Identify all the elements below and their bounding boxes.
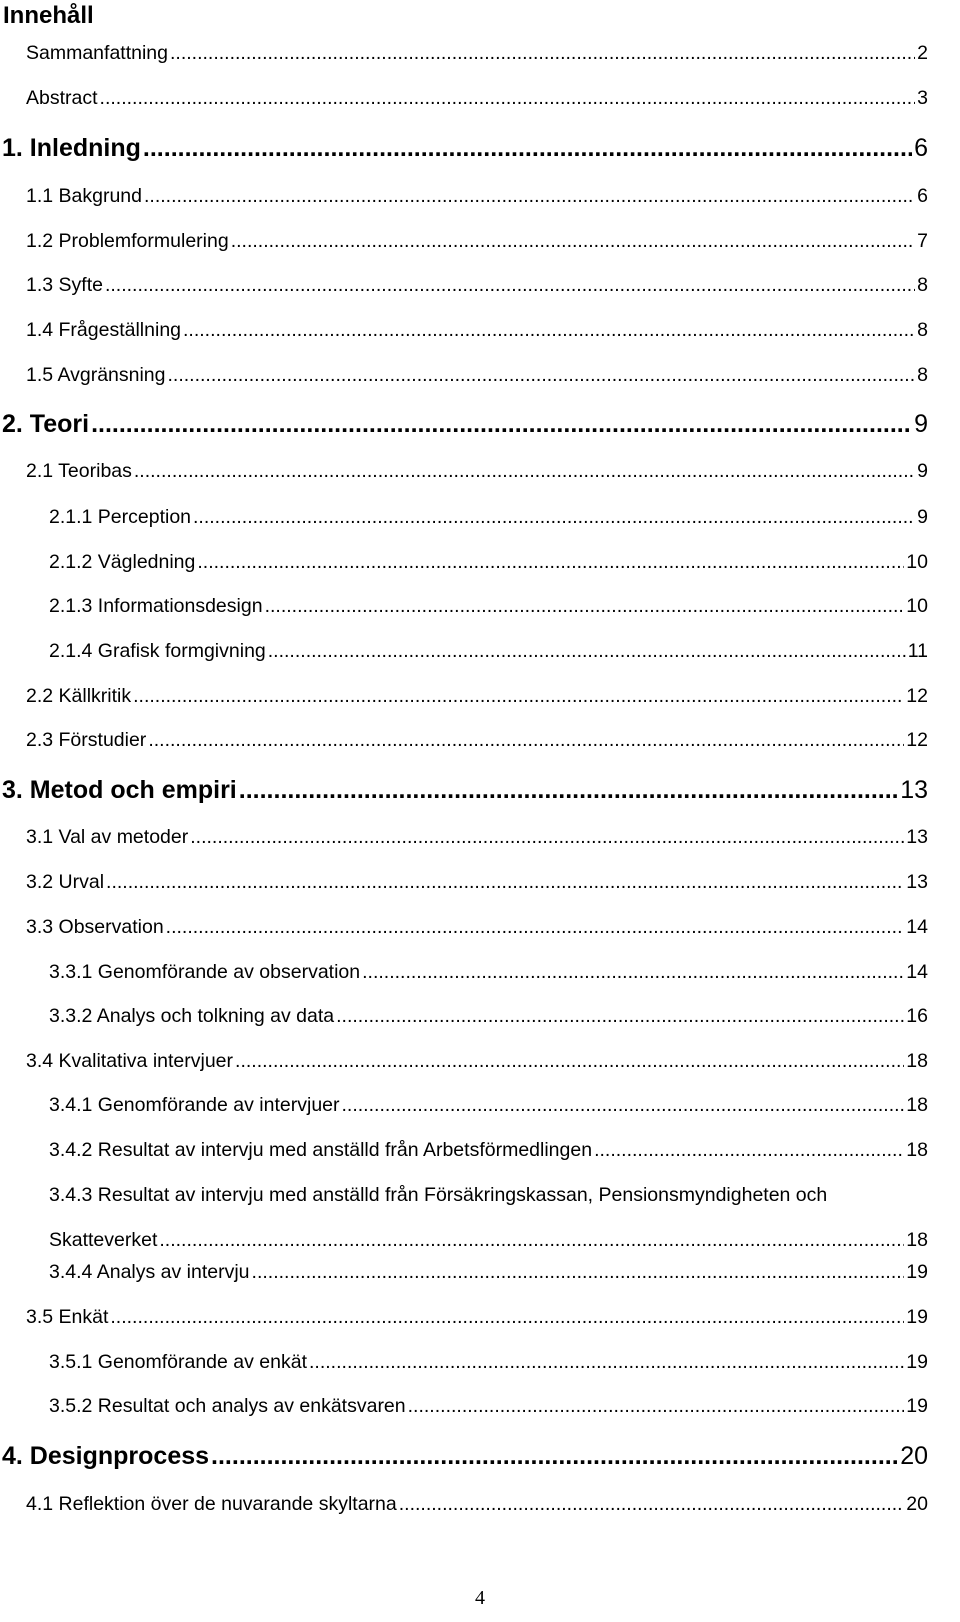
toc-page-number: 14 <box>906 961 928 983</box>
toc-leader-dots <box>100 86 916 110</box>
toc-entry[interactable] <box>26 184 928 208</box>
toc-leader-dots <box>362 960 904 984</box>
toc-entry[interactable] <box>49 1228 928 1252</box>
toc-entry-label: 3.3 Observation <box>26 916 164 938</box>
toc-page-number: 18 <box>906 1229 928 1251</box>
toc-entry[interactable] <box>26 273 928 297</box>
toc-leader-dots <box>342 1093 905 1117</box>
toc-entry[interactable] <box>26 825 928 849</box>
toc-entry[interactable] <box>26 86 928 110</box>
toc-leader-dots <box>231 229 915 253</box>
toc-leader-dots <box>110 1305 904 1329</box>
toc-page-number: 8 <box>917 319 928 341</box>
toc-entry[interactable] <box>2 409 928 439</box>
toc-page-number: 2 <box>917 42 928 64</box>
toc-entry-label: 1.5 Avgränsning <box>26 364 166 386</box>
toc-page-number: 18 <box>906 1050 928 1072</box>
toc-page-number: 10 <box>906 595 928 617</box>
toc-entry-label: 2.1.4 Grafisk formgivning <box>49 640 266 662</box>
toc-entry-label: 1.3 Syfte <box>26 274 103 296</box>
toc-entry[interactable] <box>49 550 928 574</box>
toc-leader-dots <box>134 459 915 483</box>
toc-entry[interactable] <box>2 1441 928 1471</box>
toc-page-number: 11 <box>907 640 928 662</box>
toc-entry[interactable] <box>26 1492 928 1516</box>
toc-leader-dots <box>144 184 915 208</box>
toc-leader-dots <box>265 594 905 618</box>
toc-page-number: 18 <box>906 1094 928 1116</box>
toc-page-number: 13 <box>906 826 928 848</box>
toc-page-number: 19 <box>906 1261 928 1283</box>
toc-leader-dots <box>211 1441 898 1471</box>
toc-page-number: 19 <box>906 1306 928 1328</box>
toc-entry-label: 3.5.2 Resultat och analys av enkätsvaren <box>49 1395 406 1417</box>
toc-entry[interactable] <box>49 1350 928 1374</box>
toc-entry-label: 3.2 Urval <box>26 871 105 893</box>
toc-leader-dots <box>148 728 904 752</box>
toc-leader-dots <box>190 825 904 849</box>
toc-leader-dots <box>268 639 906 663</box>
toc-entry-label: 1.2 Problemformulering <box>26 230 229 252</box>
toc-leader-dots <box>594 1138 904 1162</box>
toc-leader-dots <box>143 133 912 163</box>
toc-entry-label: Skatteverket <box>49 1229 158 1251</box>
toc-entry-label: 3.4.4 Analys av intervju <box>49 1261 250 1283</box>
toc-entry[interactable] <box>26 363 928 387</box>
toc-page-number: 12 <box>906 685 928 707</box>
toc-leader-dots <box>235 1049 904 1073</box>
toc-page-number: 18 <box>906 1139 928 1161</box>
toc-entry-label: 1.4 Frågeställning <box>26 319 182 341</box>
toc-entry[interactable] <box>49 505 928 529</box>
toc-entry[interactable] <box>26 915 928 939</box>
toc-entry[interactable] <box>26 870 928 894</box>
toc-leader-dots <box>408 1394 905 1418</box>
toc-entry[interactable] <box>26 229 928 253</box>
toc-entry[interactable] <box>26 318 928 342</box>
toc-leader-dots <box>239 775 898 805</box>
toc-heading: Innehåll <box>3 2 94 29</box>
toc-page-number: 13 <box>906 871 928 893</box>
toc-page-number: 9 <box>917 506 928 528</box>
toc-entry-label: 3.4.1 Genomförande av intervjuer <box>49 1094 340 1116</box>
toc-leader-dots <box>168 363 916 387</box>
toc-entry[interactable] <box>2 133 928 163</box>
toc-entry-label: 3.4.2 Resultat av intervju med anställd från Arbetsförmedlingen <box>49 1139 593 1161</box>
toc-entry-label: Sammanfattning <box>26 42 168 64</box>
toc-page-number: 6 <box>914 134 928 162</box>
toc-leader-dots <box>133 684 904 708</box>
toc-entry-label: 1. Inledning <box>2 134 141 162</box>
toc-page-number: 6 <box>917 185 928 207</box>
toc-leader-dots <box>193 505 915 529</box>
toc-entry-label: 4. Designprocess <box>2 1442 210 1470</box>
toc-entry-label: 4.1 Reflektion över de nuvarande skyltarna <box>26 1493 397 1515</box>
toc-leader-dots <box>309 1350 904 1374</box>
toc-entry[interactable] <box>49 1260 928 1284</box>
toc-entry[interactable] <box>26 459 928 483</box>
toc-leader-dots <box>105 273 915 297</box>
toc-entry-label: 2.1 Teoribas <box>26 460 132 482</box>
toc-entry-label: 2. Teori <box>2 410 90 438</box>
toc-leader-dots <box>197 550 904 574</box>
toc-page-number: 20 <box>906 1493 928 1515</box>
toc-entry-label: 2.2 Källkritik <box>26 685 132 707</box>
toc-leader-dots <box>166 915 905 939</box>
toc-entry-label: 3.4 Kvalitativa intervjuer <box>26 1050 234 1072</box>
toc-page-number: 13 <box>900 776 928 804</box>
page-number: 4 <box>475 1587 485 1609</box>
toc-page-number: 19 <box>906 1351 928 1373</box>
toc-entry[interactable] <box>26 41 928 65</box>
toc-entry-label: 3.3.2 Analys och tolkning av data <box>49 1005 335 1027</box>
toc-entry[interactable] <box>49 960 928 984</box>
toc-leader-dots <box>252 1260 905 1284</box>
toc-page-number: 9 <box>917 460 928 482</box>
toc-entry-label: 3.1 Val av metoder <box>26 826 189 848</box>
toc-leader-dots <box>399 1492 905 1516</box>
toc-page-number: 3 <box>917 87 928 109</box>
toc-entry[interactable] <box>26 728 928 752</box>
toc-entry[interactable] <box>49 639 928 663</box>
toc-page-number: 19 <box>906 1395 928 1417</box>
toc-entry[interactable] <box>26 684 928 708</box>
toc-entry[interactable] <box>49 594 928 618</box>
toc-entry-label: 2.1.1 Perception <box>49 506 192 528</box>
toc-leader-dots <box>106 870 904 894</box>
toc-entry[interactable] <box>49 1093 928 1117</box>
toc-leader-dots <box>91 409 912 439</box>
toc-entry-label-line1[interactable]: 3.4.3 Resultat av intervju med anställd från Försäkringskassan, Pensionsmyndigheten och <box>49 1184 828 1206</box>
toc-entry[interactable] <box>26 1305 928 1329</box>
toc-leader-dots <box>336 1004 904 1028</box>
toc-entry-label: 3.5 Enkät <box>26 1306 109 1328</box>
toc-entry-label: 3. Metod och empiri <box>2 776 237 804</box>
toc-entry[interactable] <box>26 1049 928 1073</box>
toc-entry-label: 3.5.1 Genomförande av enkät <box>49 1351 308 1373</box>
toc-page-number: 20 <box>900 1442 928 1470</box>
toc-page-number: 9 <box>914 410 928 438</box>
toc-entry[interactable] <box>49 1394 928 1418</box>
toc-page-number: 8 <box>917 274 928 296</box>
toc-page-number: 16 <box>906 1005 928 1027</box>
toc-entry-label: 2.1.2 Vägledning <box>49 551 196 573</box>
toc-page-number: 10 <box>906 551 928 573</box>
toc-entry-label: 2.1.3 Informationsdesign <box>49 595 263 617</box>
toc-page-number: 7 <box>917 230 928 252</box>
toc-entry-label: 2.3 Förstudier <box>26 729 147 751</box>
toc-page-number: 8 <box>917 364 928 386</box>
toc-entry[interactable] <box>49 1138 928 1162</box>
toc-page-number: 14 <box>906 916 928 938</box>
toc-leader-dots <box>170 41 915 65</box>
toc-leader-dots <box>183 318 915 342</box>
toc-leader-dots <box>159 1228 904 1252</box>
toc-entry-label: 1.1 Bakgrund <box>26 185 143 207</box>
toc-entry-label: 3.3.1 Genomförande av observation <box>49 961 361 983</box>
toc-entry[interactable] <box>49 1004 928 1028</box>
toc-entry[interactable] <box>2 775 928 805</box>
toc-entry-label: Abstract <box>26 87 98 109</box>
toc-page-number: 12 <box>906 729 928 751</box>
